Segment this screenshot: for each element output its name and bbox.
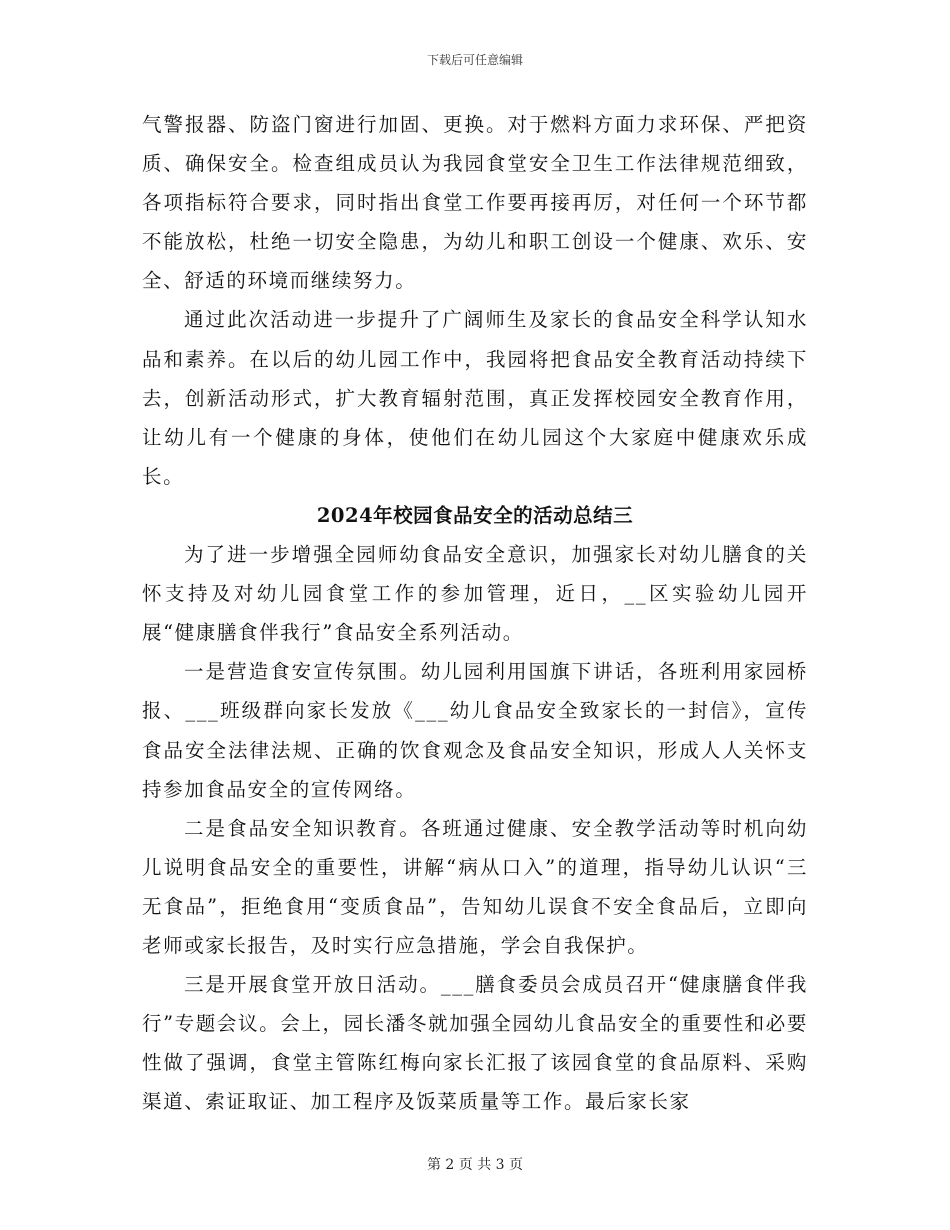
section-paragraph: 为了进一步增强全园师幼食品安全意识，加强家长对幼儿膳食的关怀支持及对幼儿园食堂工作的参加管理，近日，__区实验幼儿园开展“健康膳食伴我行”食品安全系列活动。 [142, 543, 808, 645]
body-paragraph: 气警报器、防盗门窗进行加固、更换。对于燃料方面力求环保、严把资质、确保安全。检查组成员认为我园食堂安全卫生工作法律规范细致，各项指标符合要求，同时指出食堂工作要再接再厉，对任何一个环节都不能放松，杜绝一切安全隐患，为幼儿和职工创设一个健康、欢乐、安全、舒适的环境而继续努力。 [142, 113, 808, 293]
page-number: 第 2 页 共 3 页 [426, 1157, 524, 1173]
section-title: 2024年校园食品安全的活动总结三 [316, 503, 634, 527]
section-paragraph: 三是开展食堂开放日活动。___膳食委员会成员召开“健康膳食伴我行”专题会议。会上，园长潘冬就加强全园幼儿食品安全的重要性和必要性做了强调，食堂主管陈红梅向家长汇报了该园食堂的食品原料、采购渠道、索证取证、加工程序及饭菜质量等工作。最后家长家 [142, 973, 808, 1114]
section-paragraph: 二是食品安全知识教育。各班通过健康、安全教学活动等时机向幼儿说明食品安全的重要性，讲解“病从口入”的道理，指导幼儿认识“三无食品”，拒绝食用“变质食品”，告知幼儿误食不安全食品后，立即向老师或家长报告，及时实行应急措施，学会自我保护。 [142, 816, 808, 957]
section-paragraph: 一是营造食安宣传氛围。幼儿园利用国旗下讲话，各班利用家园桥报、___班级群向家长发放《___幼儿食品安全致家长的一封信》，宣传食品安全法律法规、正确的饮食观念及食品安全知识，形成人人关怀支持参加食品安全的宣传网络。 [142, 660, 808, 801]
body-paragraph: 通过此次活动进一步提升了广阔师生及家长的食品安全科学认知水品和素养。在以后的幼儿园工作中，我园将把食品安全教育活动持续下去，创新活动形式，扩大教育辐射范围，真正发挥校园安全教育作用，让幼儿有一个健康的身体，使他们在幼儿园这个大家庭中健康欢乐成长。 [142, 308, 808, 488]
page-header-note: 下载后可任意编辑 [426, 53, 523, 67]
document-body [142, 105, 808, 1121]
